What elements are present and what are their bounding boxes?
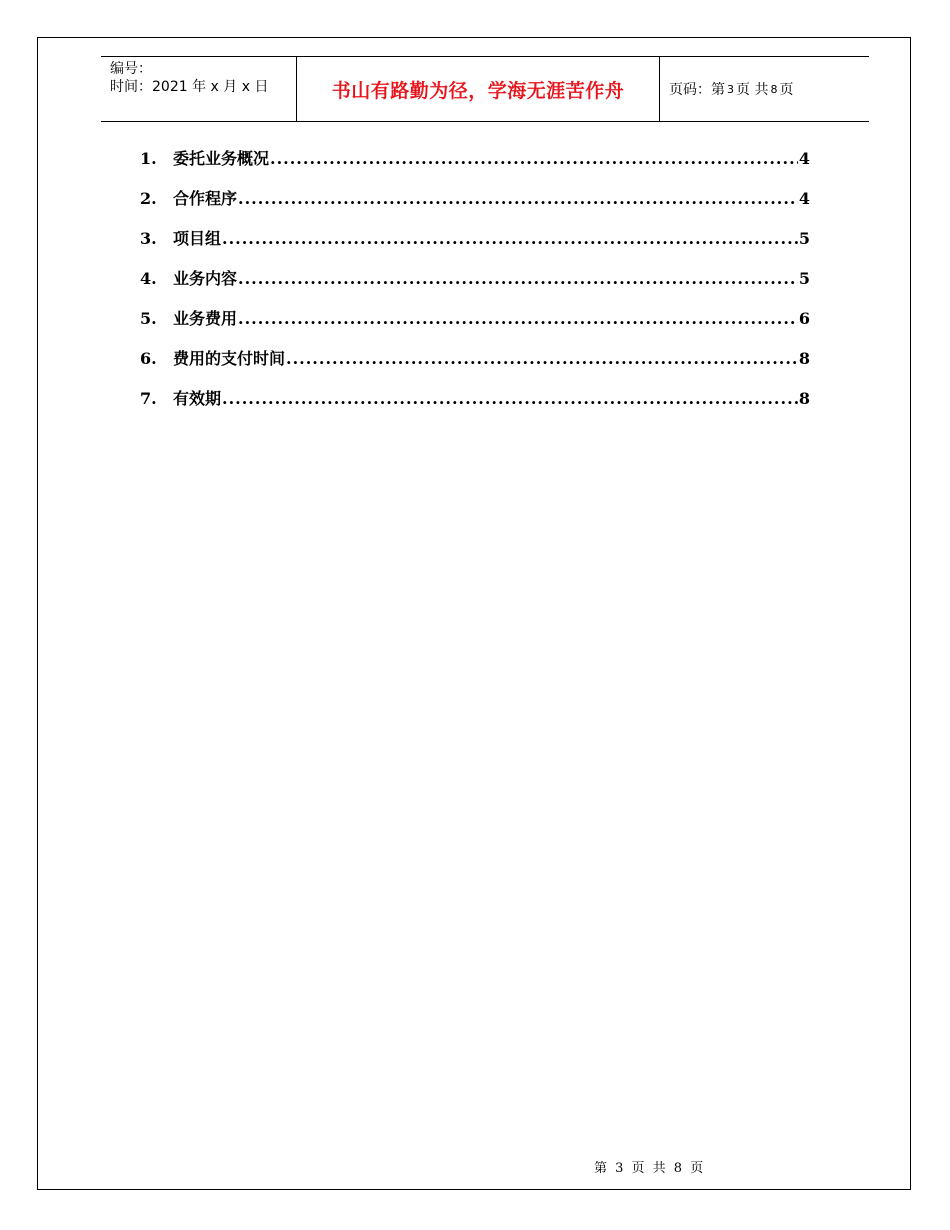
toc-entry-number: 7. [140, 389, 157, 408]
page-current: 3 [727, 82, 734, 96]
toc-entry-page: 8 [798, 389, 810, 408]
page-footer: 第 3 页 共 8 页 [594, 1161, 704, 1176]
toc-entry[interactable] [140, 186, 810, 226]
toc-entry-page: 6 [798, 309, 810, 328]
toc-entry-title: 合作程序 [173, 189, 238, 208]
toc-entry-title: 业务费用 [173, 309, 238, 328]
document-number-label: 编号： [110, 61, 152, 77]
toc-entry-number: 2. [140, 189, 157, 208]
toc-entry-page: 8 [798, 349, 810, 368]
toc-entry[interactable] [140, 266, 810, 306]
table-of-contents [140, 146, 810, 426]
toc-entry[interactable] [140, 386, 810, 426]
toc-entry[interactable] [140, 146, 810, 186]
toc-entry-title: 费用的支付时间 [173, 349, 286, 368]
page-total: 8 [770, 82, 778, 96]
header-motto: 书山有路勤为径，学海无涯苦作舟 [297, 57, 660, 121]
toc-dot-leader [286, 349, 798, 368]
toc-dot-leader [222, 229, 798, 248]
toc-entry-page: 4 [798, 189, 810, 208]
toc-entry-number: 5. [140, 309, 157, 328]
toc-entry[interactable] [140, 346, 810, 386]
toc-entry-title: 项目组 [173, 229, 222, 248]
toc-dot-leader [238, 189, 798, 208]
toc-dot-leader [270, 149, 798, 168]
toc-entry-page: 4 [798, 149, 810, 168]
toc-entry[interactable] [140, 306, 810, 346]
toc-entry-page: 5 [798, 229, 810, 248]
page-prefix: 页码：第 [669, 82, 725, 98]
toc-entry-title: 有效期 [173, 389, 222, 408]
toc-dot-leader [222, 389, 798, 408]
toc-entry-title: 委托业务概况 [173, 149, 270, 168]
toc-entry-number: 3. [140, 229, 157, 248]
document-date: 时间：2021 年 x 月 x 日 [110, 79, 269, 95]
toc-entry-number: 6. [140, 349, 157, 368]
page-mid: 页 共 [736, 82, 769, 98]
toc-entry-title: 业务内容 [173, 269, 238, 288]
toc-entry[interactable] [140, 226, 810, 266]
header-meta [101, 57, 297, 121]
page-header [101, 56, 869, 122]
page-suffix: 页 [779, 82, 794, 98]
toc-entry-page: 5 [798, 269, 810, 288]
toc-dot-leader [238, 309, 798, 328]
toc-dot-leader [238, 269, 798, 288]
toc-entry-number: 1. [140, 149, 157, 168]
header-page-indicator [660, 57, 869, 121]
toc-entry-number: 4. [140, 269, 157, 288]
